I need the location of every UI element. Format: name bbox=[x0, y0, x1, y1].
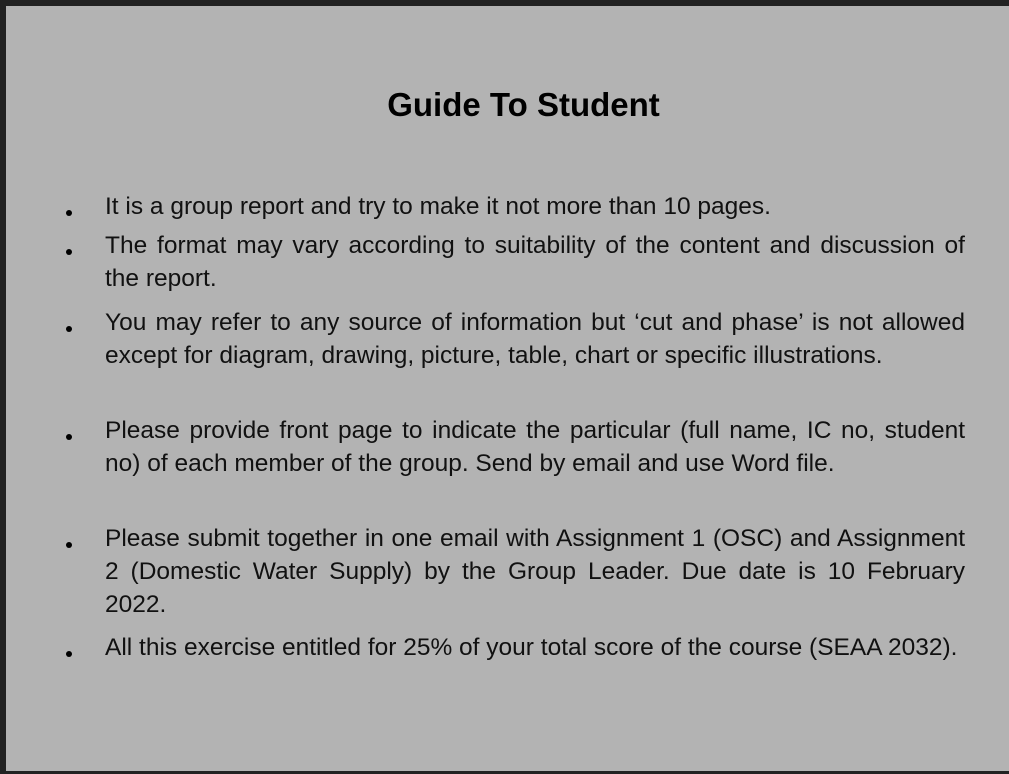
bullet-dot-icon bbox=[66, 326, 72, 332]
bullet-dot-icon bbox=[66, 651, 72, 657]
bullet-dot-icon bbox=[66, 249, 72, 255]
bullet-text: All this exercise entitled for 25% of your total score of the course (SEAA 2032). bbox=[105, 634, 958, 661]
bullet-text: Please provide front page to indicate the particular (full name, IC no, student no) of each member of the group. Send by email and use Word file. bbox=[105, 417, 965, 477]
bullet-text: It is a group report and try to make it not more than 10 pages. bbox=[105, 193, 771, 220]
bullet-text: The format may vary according to suitability of the content and discussion of the report. bbox=[105, 232, 965, 292]
slide bbox=[6, 6, 1009, 771]
bullet-list bbox=[6, 6, 1009, 771]
bullet-dot-icon bbox=[66, 542, 72, 548]
bullet-dot-icon bbox=[66, 210, 72, 216]
slide-title: Guide To Student bbox=[387, 86, 660, 123]
bullet-text: Please submit together in one email with Assignment 1 (OSC) and Assignment 2 (Domestic Water Supply) by the Group Leader. Due date is 10 February 2022. bbox=[105, 525, 965, 618]
bullet-dot-icon bbox=[66, 434, 72, 440]
bullet-text: You may refer to any source of information but ‘cut and phase’ is not allowed except for diagram, drawing, picture, table, chart or specific illustrations. bbox=[105, 309, 965, 369]
